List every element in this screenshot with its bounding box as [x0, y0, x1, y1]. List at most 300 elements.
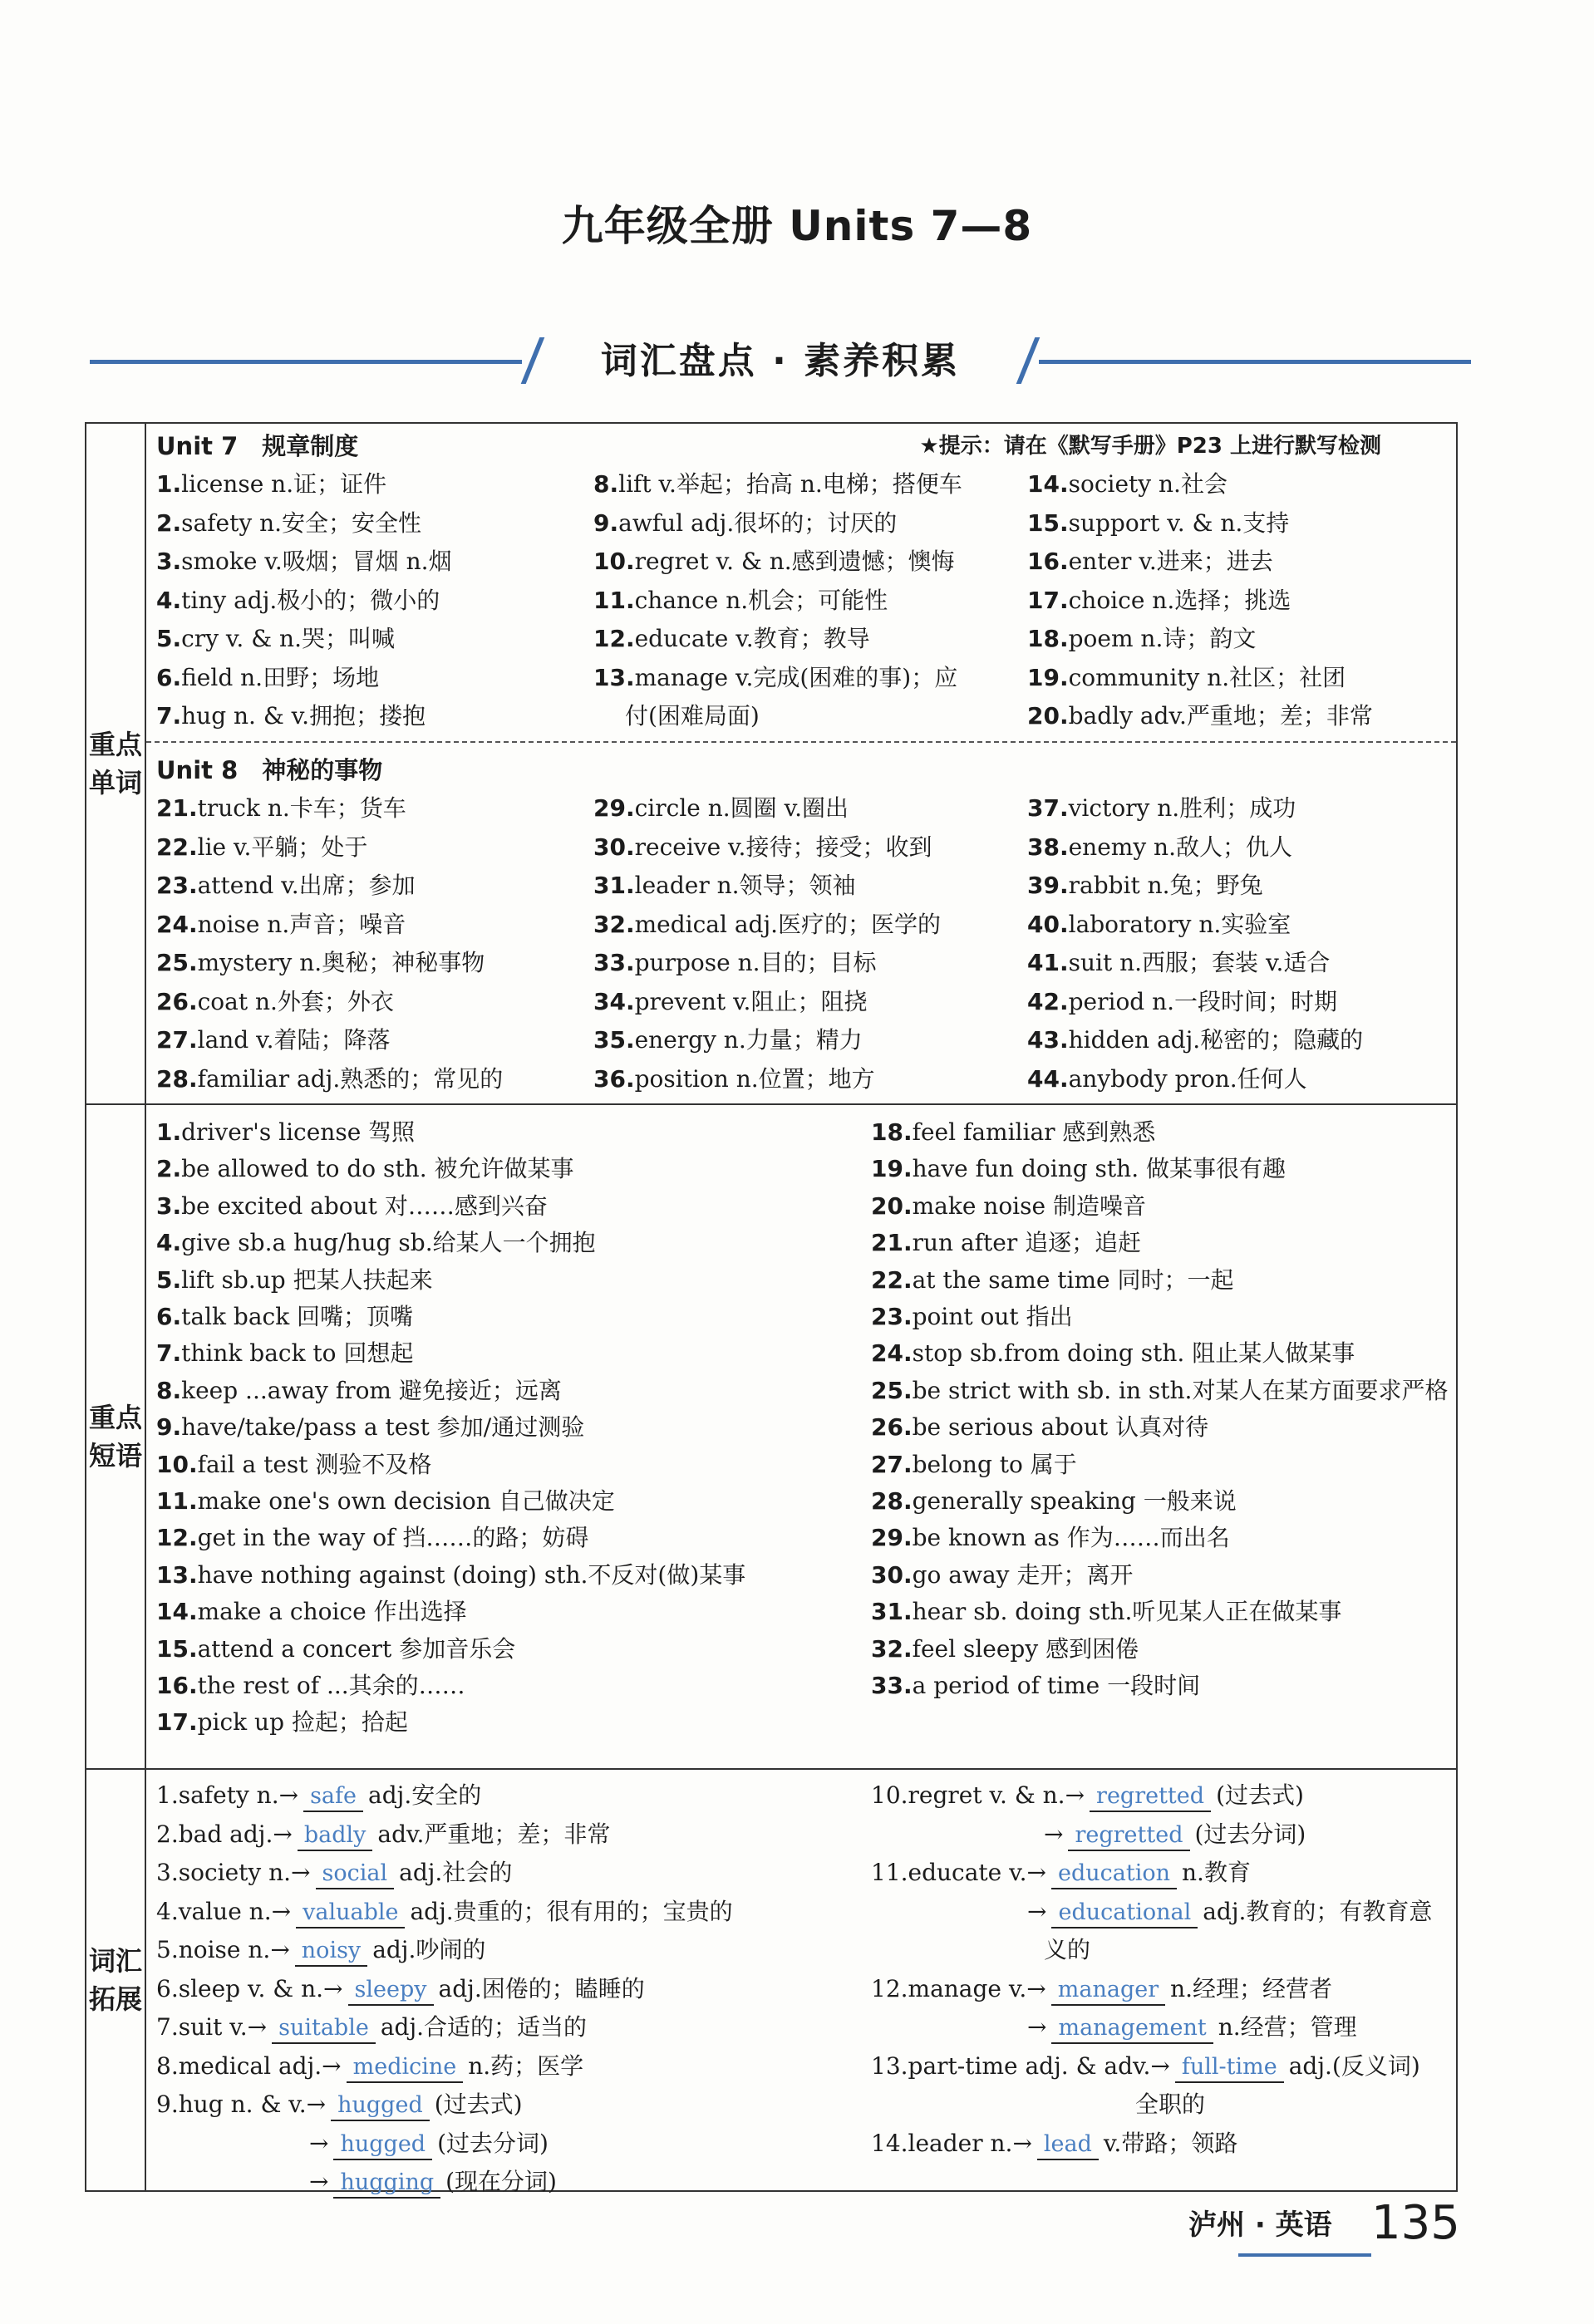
item-text: make one's own decision 自己做决定: [197, 1487, 615, 1515]
item-number: 17.: [156, 1708, 198, 1737]
item-number: 23.: [871, 1303, 913, 1330]
phrases-list: [146, 1105, 1456, 1768]
source-word: →: [309, 2129, 329, 2157]
item-text: driver's license 驾照: [181, 1118, 416, 1146]
item-text: hug n. & v.拥抱；搂抱: [181, 702, 426, 730]
item-number: 14.: [1027, 470, 1069, 498]
answer-blank: lead: [1037, 2130, 1099, 2160]
item-text: pick up 捡起；拾起: [197, 1708, 408, 1737]
unit-divider: [146, 741, 1456, 743]
item-text: badly adv.严重地；差；非常: [1068, 702, 1373, 730]
phrase-item: [156, 1519, 588, 1557]
item-number: 39.: [1027, 872, 1069, 899]
item-number: 7.: [156, 702, 182, 730]
item-number: 10.: [156, 1450, 198, 1478]
item-number: 1.: [156, 1118, 182, 1146]
item-text: mystery n.奥秘；神秘事物: [197, 949, 485, 976]
item-number: 16.: [156, 1672, 198, 1699]
phrase-item: [871, 1446, 1077, 1484]
phrase-item: [156, 1667, 465, 1705]
expansion-item: [1027, 1893, 1432, 1931]
item-text: enemy n.敌人；仇人: [1068, 833, 1292, 861]
item-number: 12.: [593, 625, 635, 652]
row-key-phrases: [86, 1105, 1456, 1770]
item-number: 18.: [1027, 625, 1069, 652]
item-number: 30.: [593, 833, 635, 861]
item-number: 23.: [156, 872, 198, 899]
phrase-item: [871, 1150, 1286, 1188]
word-item: [593, 1021, 863, 1059]
item-text: position n.位置；地方: [634, 1064, 875, 1093]
answer-blank: sleepy: [348, 1976, 434, 2006]
expansion-item: [156, 2008, 587, 2046]
expansion-item: [156, 2047, 583, 2086]
item-number: 22.: [871, 1265, 913, 1294]
item-text: be excited about 对……感到兴奋: [181, 1191, 548, 1220]
page-number: 135: [1371, 2196, 1460, 2250]
item-text: tiny adj.极小的；微小的: [181, 586, 440, 614]
item-number: 41.: [1027, 949, 1069, 976]
item-number: 8.: [593, 470, 619, 498]
item-number: 19.: [1027, 663, 1069, 691]
word-item: [1027, 697, 1373, 735]
item-number: 27.: [871, 1450, 913, 1478]
banner-line-right: [1039, 360, 1471, 364]
item-number: 6.: [156, 1303, 182, 1330]
item-text: period n.一段时间；时期: [1068, 987, 1338, 1015]
item-number: 28.: [156, 1064, 198, 1093]
section-banner: [90, 332, 1471, 391]
word-item: [156, 543, 452, 581]
item-text: hear sb. doing sth.听见某人正在做某事: [912, 1598, 1342, 1626]
answer-blank: hugging: [333, 2169, 440, 2199]
item-number: 6.: [156, 663, 182, 691]
expansion-item: [1135, 2086, 1205, 2124]
item-text: run after 追逐；追赶: [912, 1229, 1142, 1257]
item-text: have/take/pass a test 参加/通过测验: [181, 1413, 585, 1442]
definition: adj.社会的: [399, 1859, 513, 1886]
word-item: [625, 697, 760, 735]
phrase-item: [156, 1372, 562, 1410]
word-item: [593, 465, 962, 504]
item-number: 10.: [593, 548, 635, 575]
source-word: →: [1044, 1820, 1064, 1848]
definition: n.药；医学: [468, 2051, 584, 2080]
item-number: 4.: [156, 586, 182, 614]
item-number: 22.: [156, 833, 198, 861]
item-text: a period of time 一段时间: [912, 1672, 1201, 1699]
item-number: 7.: [156, 1339, 182, 1368]
item-number: 27.: [156, 1026, 198, 1054]
answer-blank: education: [1051, 1860, 1177, 1889]
word-item: [156, 697, 426, 735]
word-item: [1027, 659, 1346, 697]
phrase-item: [156, 1113, 415, 1152]
word-item: [593, 659, 957, 697]
item-number: 40.: [1027, 910, 1069, 938]
row-label-expansion: [86, 1770, 146, 2190]
item-number: 9.: [156, 1413, 182, 1442]
item-number: 15.: [156, 1634, 198, 1663]
banner-line-left: [90, 360, 522, 364]
phrase-item: [156, 1224, 596, 1262]
item-text: society n.社会: [1068, 470, 1227, 498]
item-text: community n.社区；社团: [1068, 663, 1346, 691]
item-text: receive v.接待；接受；收到: [634, 833, 932, 861]
item-text: educate v.教育；教导: [634, 625, 870, 652]
item-text: generally speaking 一般来说: [912, 1487, 1237, 1515]
word-item: [593, 867, 856, 905]
word-item: [1027, 906, 1291, 944]
word-item: [593, 582, 888, 620]
unit8-heading: Unit 8 神秘的事物: [156, 756, 383, 784]
row-label-words: [86, 424, 146, 1103]
phrase-item: [156, 1482, 615, 1521]
item-text: smoke v.吸烟；冒烟 n.烟: [181, 548, 452, 575]
phrase-item: [871, 1261, 1234, 1300]
item-text: manage v.完成(困难的事)；应: [634, 663, 958, 691]
banner-title: 词汇盘点 · 素养积累: [600, 340, 961, 382]
word-item: [1027, 582, 1291, 620]
definition: adj.教育的；有教育意: [1203, 1897, 1433, 1925]
word-item: [1027, 828, 1292, 867]
label-text: 词汇拓展: [88, 1945, 142, 2015]
item-text: be allowed to do sth. 被允许做某事: [181, 1155, 574, 1183]
item-number: 12.: [156, 1524, 198, 1552]
item-number: 28.: [871, 1487, 913, 1515]
word-item: [593, 504, 897, 543]
word-item: [593, 944, 877, 982]
item-text: license n.证；证件: [181, 470, 387, 498]
item-number: 37.: [1027, 794, 1069, 822]
phrase-item: [156, 1630, 515, 1668]
item-number: 15.: [1027, 509, 1069, 537]
footer-underline: [1238, 2253, 1371, 2257]
source-word: 8.medical adj.→: [156, 2051, 342, 2080]
item-text: go away 走开；离开: [912, 1560, 1134, 1589]
item-number: 1.: [156, 470, 182, 498]
item-number: 20.: [1027, 702, 1069, 730]
item-number: 2.: [156, 509, 182, 537]
answer-blank: manager: [1051, 1976, 1165, 2006]
expansion-item: [871, 2125, 1237, 2163]
footer-subject: 泸州 · 英语: [1188, 2209, 1332, 2242]
page-title: 九年级全册 Units 7—8: [561, 202, 1033, 250]
definition: adj.吵闹的: [372, 1936, 486, 1963]
word-item: [1027, 1060, 1307, 1098]
item-number: 24.: [871, 1339, 913, 1368]
item-text: talk back 回嘴；顶嘴: [181, 1303, 414, 1330]
item-number: 16.: [1027, 548, 1069, 575]
definition: 义的: [1044, 1936, 1091, 1963]
vocab-table: [85, 422, 1458, 2195]
word-item: [156, 789, 406, 828]
item-text: safety n.安全；安全性: [181, 509, 422, 537]
answer-blank: hugged: [333, 2130, 432, 2160]
item-text: fail a test 测验不及格: [197, 1450, 432, 1478]
word-item: [156, 465, 386, 504]
item-number: 35.: [593, 1026, 635, 1054]
item-number: 34.: [593, 987, 635, 1015]
item-number: 11.: [156, 1487, 198, 1515]
word-item: [593, 828, 932, 867]
item-text: prevent v.阻止；阻挠: [634, 987, 868, 1015]
item-text: attend v.出席；参加: [197, 872, 416, 899]
item-text: make noise 制造噪音: [912, 1191, 1146, 1220]
expansion-item: [156, 1854, 512, 1892]
item-number: 21.: [871, 1229, 913, 1257]
item-number: 26.: [156, 987, 198, 1015]
answer-blank: medicine: [347, 2053, 464, 2083]
item-number: 26.: [871, 1413, 913, 1442]
unit7-heading: Unit 7 规章制度: [156, 432, 359, 460]
item-number: 3.: [156, 1191, 182, 1220]
expansion-item: [309, 2163, 557, 2201]
item-number: 32.: [593, 910, 635, 938]
item-number: 8.: [156, 1376, 182, 1404]
word-item: [593, 1060, 875, 1098]
answer-blank: valuable: [296, 1899, 405, 1928]
word-item: [1027, 465, 1227, 504]
definition: (过去式): [1216, 1781, 1304, 1809]
item-text: medical adj.医疗的；医学的: [634, 910, 942, 938]
item-text: lift sb.up 把某人扶起来: [181, 1265, 433, 1294]
word-item: [1027, 867, 1263, 905]
item-number: 44.: [1027, 1064, 1069, 1093]
item-text: think back to 回想起: [181, 1339, 414, 1368]
source-word: 5.noise n.→: [156, 1936, 290, 1963]
source-word: →: [1027, 2013, 1047, 2041]
item-text: regret v. & n.感到遗憾；懊悔: [634, 548, 955, 575]
item-text: get in the way of 挡……的路；妨碍: [197, 1524, 589, 1552]
source-word: →: [309, 2168, 329, 2195]
item-number: 29.: [871, 1524, 913, 1552]
item-text: awful adj.很坏的；讨厌的: [618, 509, 898, 537]
item-number: 2.: [156, 1155, 182, 1183]
item-number: 24.: [156, 910, 198, 938]
item-number: 29.: [593, 794, 635, 822]
expansion-item: [156, 1931, 485, 1969]
item-text: familiar adj.熟悉的；常见的: [197, 1064, 504, 1093]
source-word: 9.hug n. & v.→: [156, 2091, 327, 2118]
word-item: [1027, 620, 1256, 658]
item-number: 11.: [593, 586, 635, 614]
definition: (过去分词): [437, 2129, 549, 2157]
definition: adj.安全的: [368, 1781, 482, 1809]
answer-blank: regretted: [1090, 1782, 1211, 1812]
item-number: 18.: [871, 1118, 913, 1146]
item-text: feel familiar 感到熟悉: [912, 1118, 1156, 1146]
phrase-item: [156, 1446, 431, 1484]
word-item: [156, 906, 406, 944]
source-word: 13.part-time adj. & adv.→: [871, 2051, 1170, 2080]
phrase-item: [156, 1334, 413, 1373]
word-item: [593, 983, 867, 1021]
source-word: 12.manage v.→: [871, 1974, 1046, 2002]
source-word: 1.safety n.→: [156, 1781, 299, 1809]
expansion-item: [1044, 1815, 1306, 1854]
word-item: [156, 1021, 391, 1059]
phrase-item: [871, 1113, 1155, 1152]
item-text: poem n.诗；韵文: [1068, 625, 1257, 652]
source-word: 10.regret v. & n.→: [871, 1781, 1085, 1809]
item-text: chance n.机会；可能性: [634, 586, 888, 614]
item-number: 43.: [1027, 1026, 1069, 1054]
item-number: 30.: [871, 1560, 913, 1589]
item-number: 13.: [593, 663, 635, 691]
item-text: choice n.选择；挑选: [1068, 586, 1291, 614]
row-vocab-expansion: [86, 1770, 1456, 2195]
word-item: [593, 789, 849, 828]
expansion-item: [156, 2086, 523, 2124]
answer-blank: noisy: [295, 1937, 367, 1967]
answer-blank: suitable: [272, 2014, 376, 2044]
item-text: feel sleepy 感到困倦: [912, 1634, 1139, 1663]
row-key-words: [86, 424, 1456, 1105]
item-number: 25.: [871, 1376, 913, 1404]
item-number: 31.: [593, 872, 635, 899]
phrase-item: [871, 1334, 1355, 1373]
phrase-item: [156, 1261, 433, 1300]
answer-blank: hugged: [331, 2091, 430, 2121]
phrase-item: [156, 1298, 413, 1336]
definition: v.带路；领路: [1103, 2129, 1238, 2157]
expansion-item: [1044, 1931, 1090, 1969]
source-word: →: [1027, 1897, 1047, 1925]
item-number: 4.: [156, 1229, 182, 1257]
item-number: 3.: [156, 548, 182, 575]
phrase-item: [871, 1630, 1139, 1668]
item-text: truck n.卡车；货车: [197, 794, 406, 822]
item-number: 5.: [156, 625, 182, 652]
item-text: rabbit n.兔；野兔: [1068, 872, 1263, 899]
word-item: [156, 828, 367, 867]
definition: (现在分词): [445, 2168, 557, 2195]
phrase-item: [871, 1408, 1208, 1447]
row-label-phrases: [86, 1105, 146, 1768]
expansion-item: [871, 1970, 1332, 2008]
item-number: 5.: [156, 1265, 182, 1294]
definition: adj.(反义词): [1288, 2051, 1420, 2080]
item-text: make a choice 作出选择: [197, 1598, 467, 1626]
phrase-item: [156, 1556, 745, 1594]
expansion-item: [156, 1893, 733, 1931]
answer-blank: full-time: [1175, 2053, 1284, 2083]
phrase-item: [871, 1556, 1133, 1594]
words-content: [146, 424, 1456, 1103]
answer-blank: management: [1051, 2014, 1213, 2044]
word-item: [1027, 983, 1337, 1021]
item-number: 20.: [871, 1191, 913, 1220]
definition: (过去分词): [1194, 1820, 1306, 1848]
definition: (过去式): [434, 2091, 523, 2118]
item-text: purpose n.目的；目标: [634, 949, 877, 976]
item-number: 14.: [156, 1598, 198, 1626]
answer-blank: social: [316, 1860, 395, 1889]
word-item: [156, 983, 394, 1021]
item-number: 32.: [871, 1634, 913, 1663]
expansion-item: [156, 1970, 645, 2008]
word-item: [1027, 789, 1296, 828]
item-text: be serious about 认真对待: [912, 1413, 1209, 1442]
source-word: 7.suit v.→: [156, 2013, 268, 2041]
item-number: 19.: [871, 1155, 913, 1183]
word-item: [156, 582, 440, 620]
item-text: cry v. & n.哭；叫喊: [181, 625, 395, 652]
item-text: belong to 属于: [912, 1450, 1077, 1478]
label-text: 重点单词: [88, 729, 142, 798]
source-word: 4.value n.→: [156, 1897, 292, 1925]
phrase-item: [871, 1482, 1237, 1521]
item-text: anybody pron.任何人: [1068, 1064, 1307, 1093]
word-item: [156, 620, 395, 658]
item-number: 33.: [593, 949, 635, 976]
phrase-item: [156, 1150, 574, 1188]
item-text: have nothing against (doing) sth.不反对(做)某事: [197, 1560, 746, 1589]
item-text: point out 指出: [912, 1303, 1073, 1330]
expansion-item: [156, 1776, 481, 1815]
phrase-item: [871, 1593, 1341, 1631]
item-text: be known as 作为……而出名: [912, 1524, 1230, 1552]
expansion-item: [871, 2047, 1420, 2086]
item-text: the rest of ...其余的……: [197, 1672, 465, 1699]
definition: adj.贵重的；很有用的；宝贵的: [410, 1897, 733, 1925]
source-word: 14.leader n.→: [871, 2129, 1032, 2157]
word-item: [1027, 1021, 1363, 1059]
definition: adv.严重地；差；非常: [377, 1820, 611, 1848]
word-item: [593, 543, 955, 581]
phrase-item: [156, 1703, 408, 1742]
word-item: [156, 944, 485, 982]
word-item: [156, 867, 416, 905]
source-word: 2.bad adj.→: [156, 1820, 293, 1848]
item-text: be strict with sb. in sth.对某人在某方面要求严格: [912, 1376, 1449, 1404]
source-word: 6.sleep v. & n.→: [156, 1974, 343, 2002]
phrase-item: [871, 1224, 1141, 1262]
item-text: at the same time 同时；一起: [912, 1265, 1234, 1294]
source-word: 3.society n.→: [156, 1859, 311, 1886]
phrase-item: [156, 1187, 548, 1226]
phrase-item: [156, 1408, 584, 1447]
phrase-item: [871, 1298, 1073, 1336]
definition: adj.困倦的；瞌睡的: [438, 1974, 645, 2002]
definition: adj.合适的；适当的: [380, 2013, 588, 2041]
item-number: 9.: [593, 509, 619, 537]
item-text: enter v.进来；进去: [1068, 548, 1273, 575]
phrase-item: [871, 1372, 1448, 1410]
item-text: suit n.西服；套装 v.适合: [1068, 949, 1331, 976]
word-item: [156, 1060, 503, 1098]
item-number: 21.: [156, 794, 198, 822]
expansion-item: [871, 1776, 1304, 1815]
item-number: 25.: [156, 949, 198, 976]
word-item: [156, 659, 379, 697]
item-text: lie v.平躺；处于: [197, 833, 368, 861]
expansion-item: [156, 1815, 610, 1854]
item-number: 33.: [871, 1672, 913, 1699]
word-item: [1027, 944, 1330, 982]
phrase-item: [156, 1593, 467, 1631]
expansion-list: [146, 1770, 1456, 2195]
item-number: 36.: [593, 1064, 635, 1093]
item-number: 38.: [1027, 833, 1069, 861]
item-text: support v. & n.支持: [1068, 509, 1290, 537]
item-text: victory n.胜利；成功: [1068, 794, 1296, 822]
phrase-item: [871, 1187, 1146, 1226]
item-text: 付(困难局面): [625, 702, 760, 730]
item-text: noise n.声音；噪音: [197, 910, 406, 938]
word-item: [1027, 504, 1289, 543]
